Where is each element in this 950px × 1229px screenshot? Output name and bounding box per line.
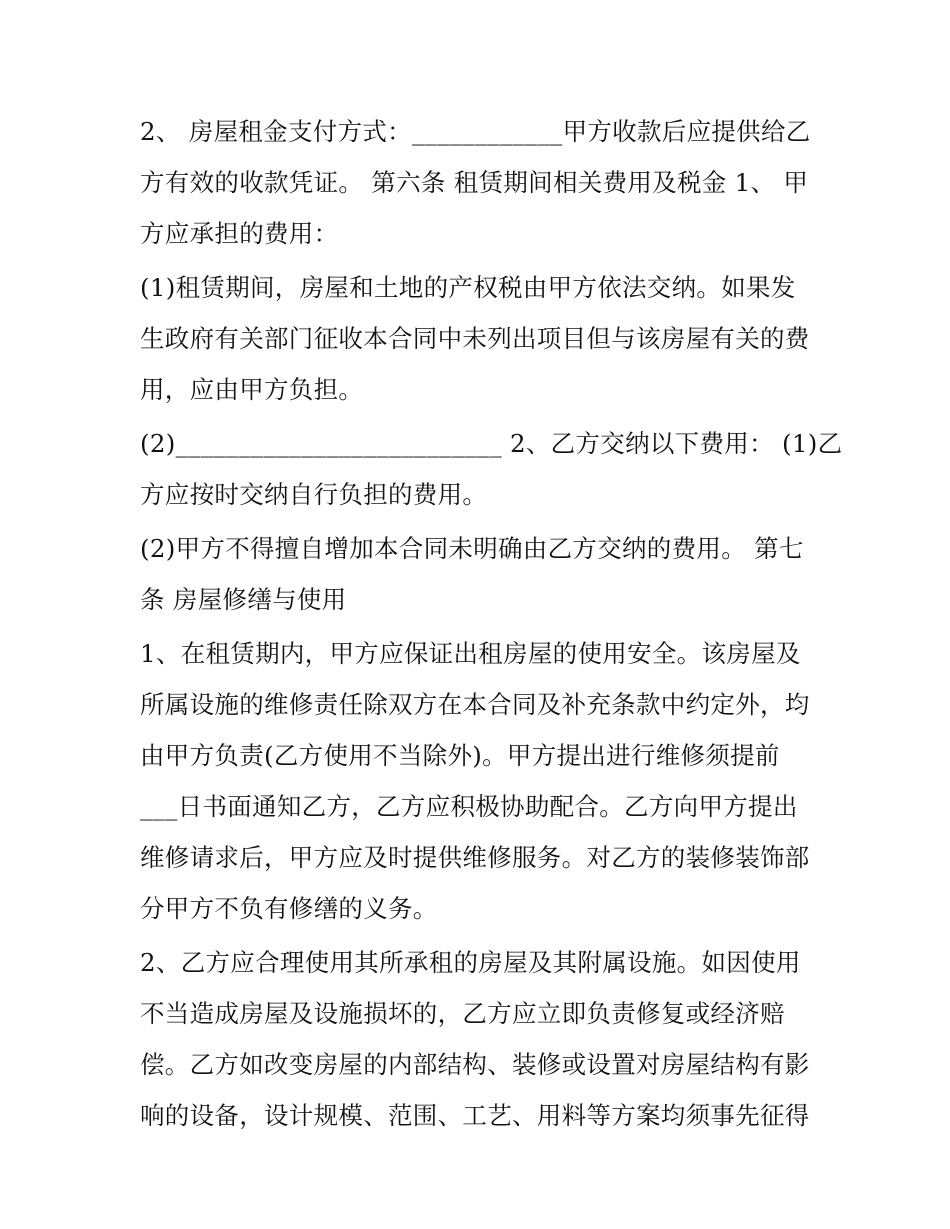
text-line-article-6: 方有效的收款凭证。 第六条 租赁期间相关费用及税金 1、 甲 xyxy=(140,168,809,197)
text-line: 由甲方负责(乙方使用不当除外)。甲方提出进行维修须提前 xyxy=(140,741,780,770)
text-line: 方应承担的费用： xyxy=(140,219,339,248)
text-line-article-7: (2)甲方不得擅自增加本合同未明确由乙方交纳的费用。 第七 xyxy=(140,534,804,563)
text-line: 生政府有关部门征收本合同中未列出项目但与该房屋有关的费 xyxy=(140,324,810,353)
text-line-repair-clause-1: 1、在租赁期内，甲方应保证出租房屋的使用安全。该房屋及 xyxy=(140,639,801,668)
text-line: 用，应由甲方负担。 xyxy=(140,375,364,404)
text-line: 方应按时交纳自行负担的费用。 xyxy=(140,480,488,509)
text-line-clause-2: (2)__________________________ 2、乙方交纳以下费用： (1)乙 xyxy=(140,429,843,458)
text-line-clause-1: (1)租赁期间，房屋和土地的产权税由甲方依法交纳。如果发 xyxy=(140,273,796,302)
text-line-payment-method: 2、 房屋租金支付方式：____________甲方收款后应提供给乙 xyxy=(140,117,811,146)
text-line: 维修请求后，甲方应及时提供维修服务。对乙方的装修装饰部 xyxy=(140,843,810,872)
text-line: 偿。乙方如改变房屋的内部结构、装修或设置对房屋结构有影 xyxy=(140,1050,810,1079)
text-line: 条 房屋修缮与使用 xyxy=(140,585,347,614)
text-line-repair-clause-2: 2、乙方应合理使用其所承租的房屋及其附属设施。如因使用 xyxy=(140,948,801,977)
text-line: ___日书面通知乙方，乙方应积极协助配合。乙方向甲方提出 xyxy=(140,792,798,821)
text-line: 所属设施的维修责任除双方在本合同及补充条款中约定外，均 xyxy=(140,690,810,719)
document-body xyxy=(140,106,843,1141)
text-line: 响的设备，设计规模、范围、工艺、用料等方案均须事先征得 xyxy=(140,1101,810,1130)
text-line: 分甲方不负有修缮的义务。 xyxy=(140,894,438,923)
text-line: 不当造成房屋及设施损坏的，乙方应立即负责修复或经济赔 xyxy=(140,999,785,1028)
